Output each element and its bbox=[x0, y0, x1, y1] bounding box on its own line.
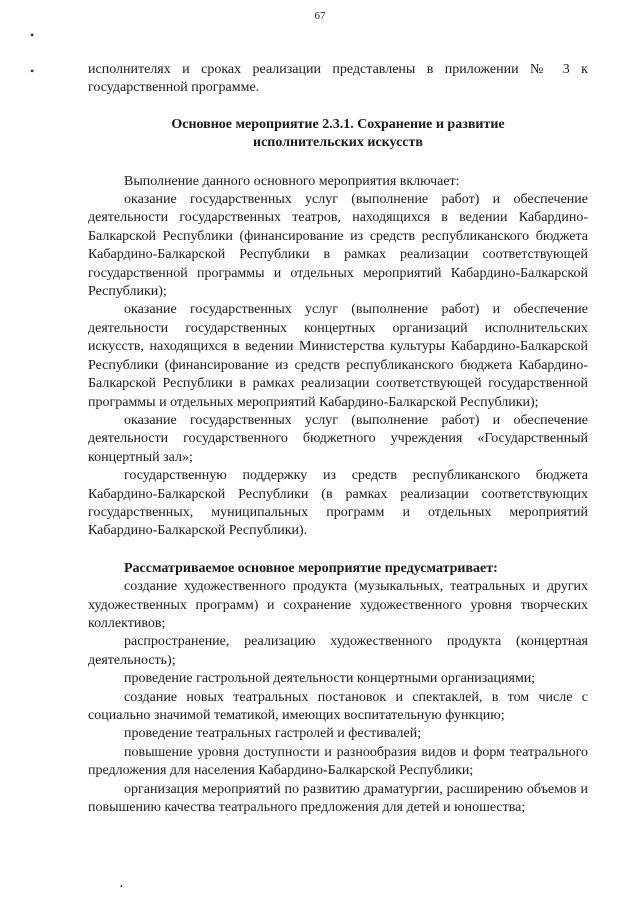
block1-lead: Выполнение данного основного мероприятия включает: bbox=[124, 173, 460, 189]
block1-item: государственную поддержку из средств республиканского бюджета Кабардино-Балкарской Республики (в рамках реализации соответствующих государственных, муниципальных программ и отдельных мероприятий Кабардино-Балкарской Республики). bbox=[88, 468, 588, 539]
intro-paragraph: исполнителях и сроках реализации представлены в приложении № 3 к государственной программе. bbox=[88, 62, 588, 96]
block1-item: оказание государственных услуг (выполнение работ) и обеспечение деятельности государственного бюджетного учреждения «Государственный концертный зал»; bbox=[88, 412, 588, 465]
page-number: 67 bbox=[314, 10, 326, 22]
block2-lead: Рассматриваемое основное мероприятие предусматривает: bbox=[124, 560, 498, 576]
block2-item: создание художественного продукта (музыкальных, театральных и других художественных программ) и сохранение художественного уровня творческих коллективов; bbox=[88, 579, 588, 631]
block2-item: распространение, реализацию художественного продукта (концертная деятельность); bbox=[88, 634, 588, 668]
block1-item: оказание государственных услуг (выполнение работ) и обеспечение деятельности государственных театров, находящихся в ведении Кабардино-Балкарской Республики (финансирование из средств республиканского бюджета Кабардино-Балкарской Республики в рамках реализации соответствующей государственной программы и отдельных мероприятий Кабардино-Балкарской Республики); bbox=[88, 192, 588, 300]
block2-item: повышение уровня доступности и разнообразия видов и форм театрального предложения для населения Кабардино-Балкарской Республики; bbox=[88, 744, 588, 779]
block2-item: проведение театральных гастролей и фестивалей; bbox=[124, 726, 422, 742]
block2-item: создание новых театральных постановок и спектаклей, в том числе с социально значимой тематикой, имеющих воспитательную функцию; bbox=[88, 689, 588, 723]
block2-item: проведение гастрольной деятельности концертными организациями; bbox=[124, 671, 536, 687]
block1-item: оказание государственных услуг (выполнение работ) и обеспечение деятельности государственных концертных организаций исполнительских искусств, находящихся в ведении Министерства культуры Кабардино-Балкарской Республики (финансирование из средств республиканского бюджета Кабардино-Балкарской Республики в рамках реализации соответствующей государственной программы и отдельных мероприятий Кабардино-Балкарской Республики); bbox=[88, 302, 588, 410]
margin-mark: • bbox=[120, 882, 123, 891]
margin-mark: • bbox=[30, 64, 35, 78]
margin-mark: • bbox=[30, 28, 35, 42]
section-heading: Основное мероприятие 2.3.1. Сохранение и развитие исполнительских искусств bbox=[171, 116, 505, 151]
document-body bbox=[88, 61, 588, 817]
block2-item: организация мероприятий по развитию драматургии, расширению объемов и повышению качества театрального предложения для детей и юношества; bbox=[88, 781, 588, 816]
